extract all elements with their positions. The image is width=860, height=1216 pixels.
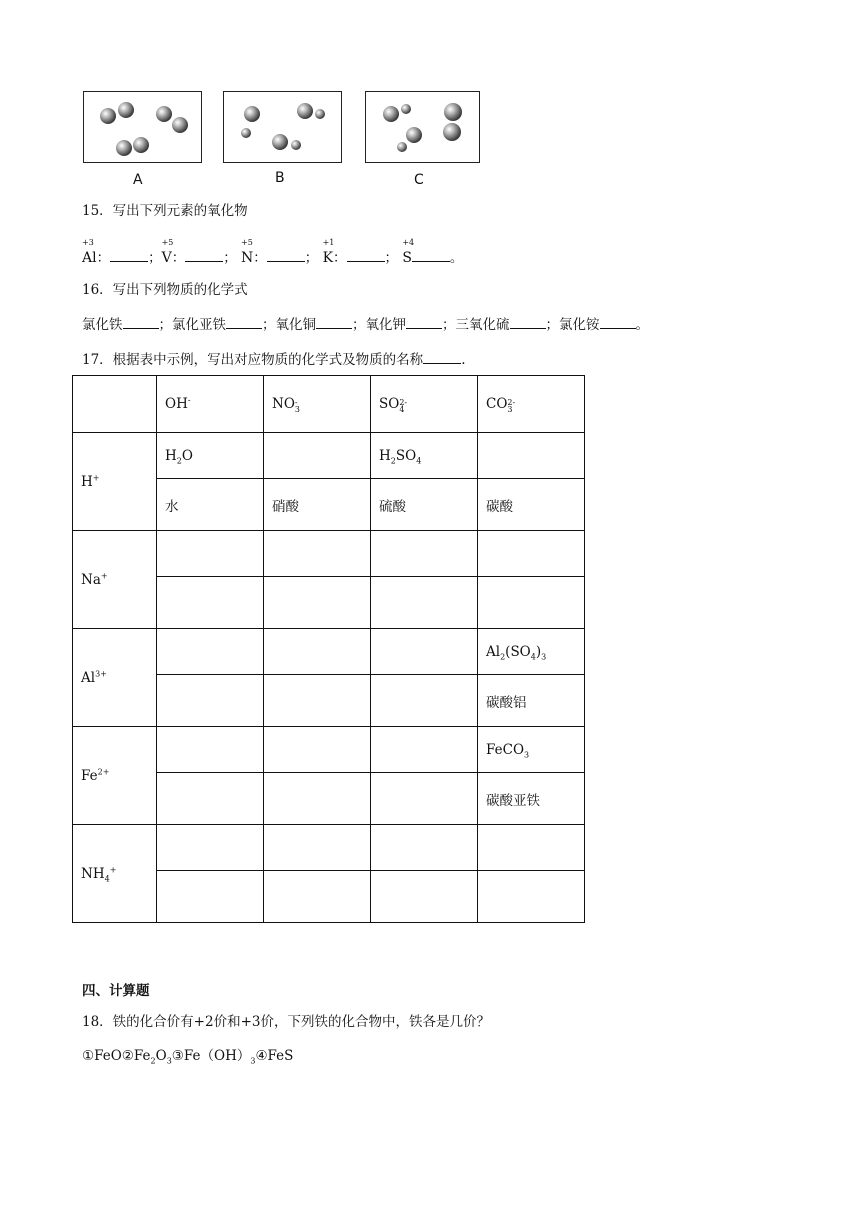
answer-cell[interactable] [264, 675, 371, 727]
answer-cell[interactable] [264, 825, 371, 871]
answer-blank[interactable] [316, 314, 352, 329]
answer-cell[interactable] [371, 577, 478, 629]
oxide-v: +5 V [161, 238, 174, 266]
answer-cell[interactable] [157, 773, 264, 825]
cell-al-co3-name: 碳酸铝 [478, 675, 585, 727]
atom [401, 104, 411, 114]
table-row [73, 629, 585, 675]
figure-b-molecules [224, 92, 341, 162]
cation-al: $Al^{3+}$ [73, 629, 157, 727]
q16-answer-line: 氯化铁 ；氯化亚铁 ；氧化铜 ；氧化钾 ；三氧化硫 ；氯化铵 。 [82, 314, 649, 335]
cell-h-no3-name: 硝酸 [264, 479, 371, 531]
header-so4: SO 2- 4 [371, 376, 478, 433]
atom [241, 128, 251, 138]
answer-blank[interactable] [423, 349, 461, 364]
answer-blank[interactable] [110, 247, 148, 262]
q15-title: 15．写出下列元素的氧化物 [82, 203, 248, 219]
cell-h-oh-name: 水 [157, 479, 264, 531]
figure-a-box [83, 91, 202, 163]
table-row [73, 825, 585, 871]
answer-cell[interactable] [157, 629, 264, 675]
figure-c-box [365, 91, 480, 163]
atom [315, 109, 325, 119]
answer-blank[interactable] [123, 314, 159, 329]
ion-compound-table [72, 375, 585, 923]
cell-al-formula: $Al_2(SO_4)_3$ [478, 629, 585, 675]
q18-compounds: $①FeO②Fe_2O_3③Fe(OH)_3④FeS$ [82, 1048, 294, 1066]
section-4-heading: 四、计算题 [82, 983, 150, 999]
table-header-row [73, 376, 585, 433]
header-no3: NO - 3 [264, 376, 371, 433]
oxide-n: +5 N [241, 238, 254, 266]
atom [172, 117, 188, 133]
answer-cell[interactable] [371, 773, 478, 825]
atom [383, 106, 399, 122]
answer-cell[interactable] [157, 727, 264, 773]
atom [406, 127, 422, 143]
atom [297, 103, 313, 119]
answer-cell[interactable] [478, 871, 585, 923]
answer-cell[interactable] [157, 871, 264, 923]
answer-cell[interactable] [264, 577, 371, 629]
figure-b-label: B [275, 170, 285, 186]
cell-h-no3-formula[interactable] [264, 433, 371, 479]
header-co3: CO 2- 3 [478, 376, 585, 433]
cell-fe-co3-name: 碳酸亚铁 [478, 773, 585, 825]
atom [118, 102, 134, 118]
answer-cell[interactable] [478, 531, 585, 577]
atom [156, 106, 172, 122]
cation-na: Na+ [73, 531, 157, 629]
cell-h-oh-formula: $H_2O$ [157, 433, 264, 479]
answer-cell[interactable] [264, 727, 371, 773]
cell-h-co3-formula[interactable] [478, 433, 585, 479]
oxide-s: +4 S [402, 238, 415, 266]
table-row [73, 433, 585, 479]
atom [443, 123, 461, 141]
figure-a-label: A [133, 172, 143, 188]
atom [291, 140, 301, 150]
atom [244, 106, 260, 122]
answer-cell[interactable] [371, 531, 478, 577]
answer-cell[interactable] [157, 675, 264, 727]
cation-h: H+ [73, 433, 157, 531]
figure-c-label: C [414, 172, 424, 188]
table-corner-cell [73, 376, 157, 433]
q16-title: 16．写出下列物质的化学式 [82, 282, 248, 298]
figure-b-box [223, 91, 342, 163]
answer-cell[interactable] [157, 531, 264, 577]
table-row [73, 531, 585, 577]
oxide-al: +3 Al [82, 238, 97, 266]
oxide-k: +1 K [322, 238, 335, 266]
figure-a-molecules [84, 92, 201, 162]
atom [444, 103, 462, 121]
answer-blank[interactable] [412, 247, 450, 262]
q17-title: 17．根据表中示例，写出对应物质的化学式及物质的名称 . [82, 349, 465, 370]
answer-cell[interactable] [371, 629, 478, 675]
atom [133, 137, 149, 153]
answer-blank[interactable] [185, 247, 223, 262]
answer-cell[interactable] [264, 629, 371, 675]
answer-blank[interactable] [347, 247, 385, 262]
answer-blank[interactable] [600, 314, 636, 329]
answer-blank[interactable] [406, 314, 442, 329]
atom [397, 142, 407, 152]
answer-blank[interactable] [510, 314, 546, 329]
answer-cell[interactable] [264, 531, 371, 577]
cell-fe-co3-formula: FeCO$_3$ [478, 727, 585, 773]
cell-h-so4-formula: $H_2SO_4$ [371, 433, 478, 479]
q15-answer-line: +3 Al： ； +5 V： ； +5 N： ； +1 K： ； +4 S 。 [82, 238, 464, 266]
answer-cell[interactable] [371, 825, 478, 871]
q18-title: 18．铁的化合价有+2价和+3价，下列铁的化合物中，铁各是几价？ [82, 1014, 490, 1030]
atom [100, 108, 116, 124]
answer-blank[interactable] [267, 247, 305, 262]
answer-cell[interactable] [478, 577, 585, 629]
atom [272, 134, 288, 150]
header-oh: OH- [157, 376, 264, 433]
table-row [73, 727, 585, 773]
answer-cell[interactable] [371, 675, 478, 727]
answer-cell[interactable] [371, 871, 478, 923]
atom [116, 140, 132, 156]
cation-fe: $Fe^{2+}$ [73, 727, 157, 825]
answer-cell[interactable] [264, 871, 371, 923]
answer-blank[interactable] [226, 314, 262, 329]
answer-cell[interactable] [371, 727, 478, 773]
answer-cell[interactable] [264, 773, 371, 825]
cell-h-so4-name: 硫酸 [371, 479, 478, 531]
answer-cell[interactable] [157, 577, 264, 629]
cation-nh4: $NH_4^+$ [73, 825, 157, 923]
answer-cell[interactable] [478, 825, 585, 871]
cell-h-co3-name: 碳酸 [478, 479, 585, 531]
figure-c-molecules [366, 92, 479, 162]
answer-cell[interactable] [157, 825, 264, 871]
